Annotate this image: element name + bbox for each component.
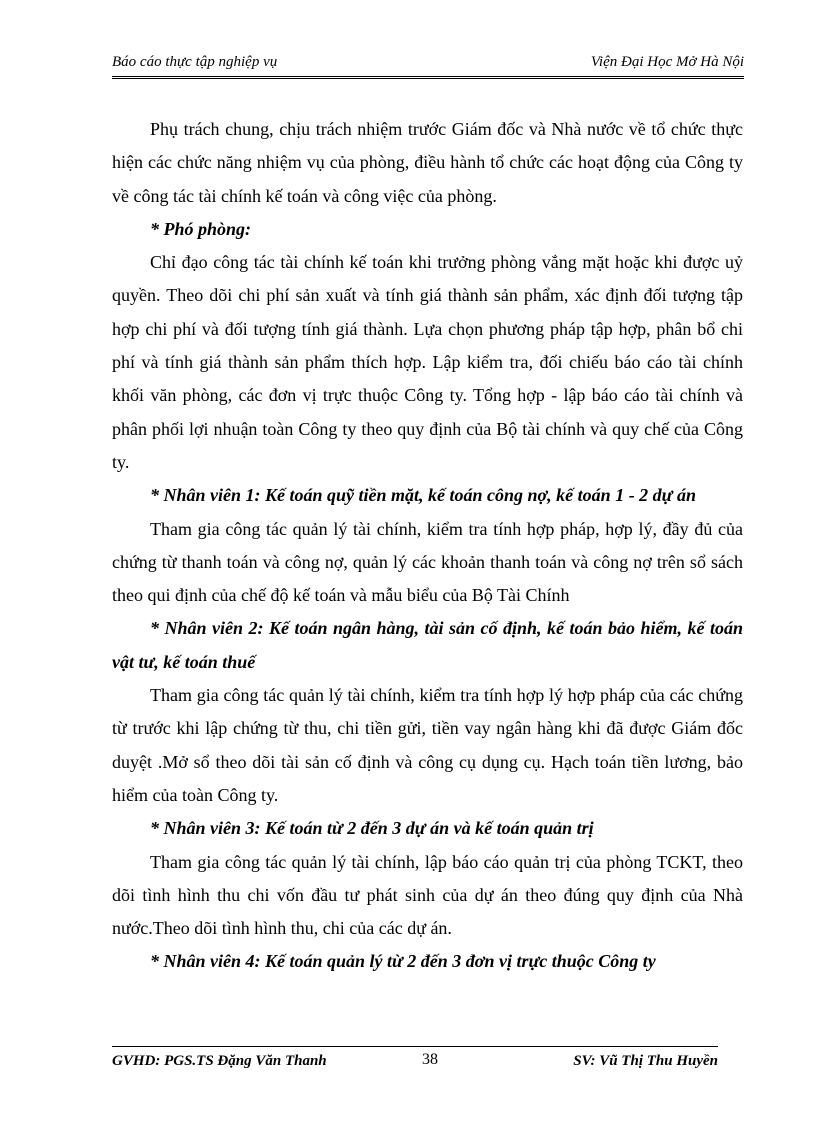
page-body (112, 113, 743, 979)
role-heading-staff-1: * Nhân viên 1: Kế toán quỹ tiền mặt, kế toán công nợ, kế toán 1 - 2 dự án (150, 485, 696, 506)
paragraph-staff-2-duties: Tham gia công tác quản lý tài chính, kiểm tra tính hợp lý hợp pháp của các chứng từ trước khi lập chứng từ thu, chi tiền gửi, tiền vay ngân hàng khi đã được Giám đốc duyệt .Mở sổ theo dõi tài sản cố định và công cụ dụng cụ. Hạch toán tiền lương, bảo hiểm của toàn Công ty. (112, 685, 743, 805)
footer-supervisor: GVHD: PGS.TS Đặng Văn Thanh (112, 1053, 327, 1069)
role-heading-staff-3: * Nhân viên 3: Kế toán từ 2 đến 3 dự án và kế toán quản trị (150, 818, 594, 839)
page-footer (112, 1046, 718, 1077)
page-number: 38 (422, 1051, 438, 1068)
footer-student: SV: Vũ Thị Thu Huyền (573, 1053, 718, 1069)
header-report-title: Báo cáo thực tập nghiệp vụ (112, 54, 278, 70)
paragraph-deputy-duties: Chỉ đạo công tác tài chính kế toán khi trưởng phòng vắng mặt hoặc khi được uỷ quyền. Theo dõi chi phí sản xuất và tính giá thành sản phẩm, xác định đối tượng tập hợp chi phí và đối tượng tính giá thành. Lựa chọn phương pháp tập hợp, phân bổ chi phí và tính giá thành sản phẩm thích hợp. Lập kiểm tra, đối chiếu báo cáo tài chính khối văn phòng, các đơn vị trực thuộc Công ty. Tổng hợp - lập báo cáo tài chính và phân phối lợi nhuận toàn Công ty theo quy định của Bộ tài chính và quy chế của Công ty. (112, 252, 743, 472)
page-header (112, 50, 744, 79)
header-institution: Viện Đại Học Mở Hà Nội (590, 54, 744, 70)
paragraph-head-duties: Phụ trách chung, chịu trách nhiệm trước Giám đốc và Nhà nước về tổ chức thực hiện các chức năng nhiệm vụ của phòng, điều hành tổ chức các hoạt động của Công ty về công tác tài chính kế toán và công việc của phòng. (112, 119, 743, 206)
paragraph-staff-3-duties: Tham gia công tác quản lý tài chính, lập báo cáo quản trị của phòng TCKT, theo dõi tình hình thu chi vốn đầu tư phát sinh của dự án theo đúng quy định của Nhà nước.Theo dõi tình hình thu, chi của các dự án. (112, 851, 743, 939)
role-heading-staff-4: * Nhân viên 4: Kế toán quản lý từ 2 đến 3 đơn vị trực thuộc Công ty (150, 951, 656, 972)
role-heading-staff-2: * Nhân viên 2: Kế toán ngân hàng, tài sản cố định, kế toán bảo hiểm, kế toán vật tư, kế toán thuế (112, 618, 743, 672)
role-heading-deputy: * Phó phòng: (150, 218, 252, 239)
paragraph-staff-1-duties: Tham gia công tác quản lý tài chính, kiểm tra tính hợp pháp, hợp lý, đầy đủ của chứng từ thanh toán và công nợ, quản lý các khoản thanh toán và công nợ trên sổ sách theo qui định của chế độ kế toán và mẫu biểu của Bộ Tài Chính (112, 518, 743, 606)
